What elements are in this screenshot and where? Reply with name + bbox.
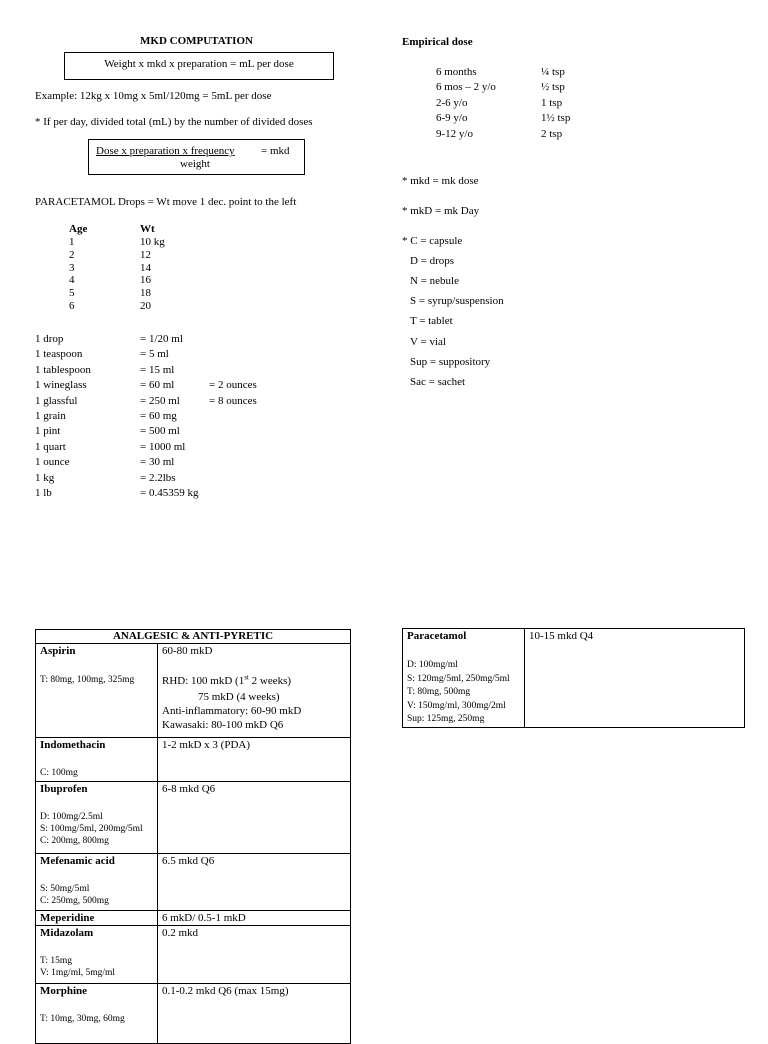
conversion-unit: 1 ounce	[35, 456, 70, 469]
weight-value: 12	[140, 248, 151, 261]
morphine-forms: T: 10mg, 30mg, 60mg	[40, 1014, 125, 1024]
aspirin-forms: T: 80mg, 100mg, 325mg	[40, 675, 135, 685]
midazolam-forms: T: 15mg V: 1mg/ml, 5mg/ml	[40, 956, 116, 978]
drug-name-midazolam: Midazolam	[40, 927, 94, 939]
mkd-note: * mkd = mk dose	[402, 175, 479, 187]
aspirin-rhd: RHD: 100 mkD (1st 2 weeks)	[162, 673, 292, 687]
conversion-equivalent: = 250 ml	[140, 394, 180, 407]
empirical-dose: 1½ tsp	[541, 112, 571, 125]
conversion-unit: 1 grain	[35, 410, 66, 422]
abbreviation-item: Sup = suppository	[410, 355, 491, 368]
fraction-denominator: weight	[180, 158, 210, 170]
conversion-unit: 1 teaspoon	[35, 348, 83, 361]
table-row	[36, 854, 351, 911]
table-row	[36, 984, 351, 1044]
conversion-equivalent: = 60 mg	[140, 410, 177, 422]
paracetamol-table	[402, 628, 745, 728]
mefenamic-forms: S: 50mg/5ml C: 250mg, 500mg	[40, 884, 109, 906]
per-day-note: * If per day, divided total (mL) by the number of divided doses	[35, 116, 313, 128]
aspirin-rhd-2: 75 mkD (4 weeks)	[198, 691, 280, 703]
age-value: 1	[69, 236, 75, 248]
paracetamol-drops-rule: PARACETAMOL Drops = Wt move 1 dec. point to the left	[35, 196, 297, 208]
table-row	[36, 926, 351, 984]
conversion-unit: 1 glassful	[35, 394, 78, 407]
empirical-age: 6-9 y/o	[436, 112, 468, 125]
analgesic-table	[35, 629, 351, 1044]
mkd-computation-title: MKD COMPUTATION	[140, 35, 253, 47]
weight-value: 10 kg	[140, 236, 165, 248]
abbreviation-item: Sac = sachet	[410, 375, 466, 388]
conversion-equivalent: = 500 ml	[140, 425, 180, 438]
empirical-dose-title: Empirical dose	[402, 36, 473, 48]
fraction-box	[88, 139, 305, 175]
abbreviation-item: S = syrup/suspension	[410, 295, 504, 308]
indomethacin-forms: C: 100mg	[40, 768, 78, 778]
abbreviation-item: T = tablet	[410, 315, 453, 328]
example-text: Example: 12kg x 10mg x 5ml/120mg = 5mL per dose	[35, 90, 272, 102]
weight-value: 16	[140, 274, 151, 287]
conversion-unit: 1 wineglass	[35, 379, 87, 392]
conversion-unit: 1 quart	[35, 440, 66, 453]
conversion-unit: 1 drop	[35, 333, 64, 345]
abbreviation-item: D = drops	[410, 255, 455, 268]
drug-name-paracetamol: Paracetamol	[407, 630, 467, 642]
empirical-age: 6 mos – 2 y/o	[436, 81, 496, 94]
table-row	[36, 738, 351, 782]
conversion-unit: 1 kg	[35, 471, 55, 484]
table-row	[36, 644, 351, 738]
table-row	[403, 629, 745, 728]
drug-name-indomethacin: Indomethacin	[40, 739, 106, 751]
wt-header: Wt	[140, 223, 155, 235]
weight-value: 20	[140, 300, 151, 312]
weight-value: 14	[140, 261, 151, 274]
midazolam-dose: 0.2 mkd	[162, 927, 199, 939]
empirical-dose: ½ tsp	[541, 81, 565, 94]
paracetamol-forms: D: 100mg/ml S: 120mg/5ml, 250mg/5ml T: 80mg, 500mg V: 150mg/ml, 300mg/2ml Sup: 125mg, 250mg	[407, 660, 510, 724]
aspirin-anti-inflammatory: Anti-inflammatory: 60-90 mkD	[162, 705, 302, 717]
conversion-equivalent: = 0.45359 kg	[140, 487, 199, 499]
ibuprofen-dose: 6-8 mkd Q6	[162, 783, 216, 795]
empirical-dose: 2 tsp	[541, 127, 563, 140]
conversion-extra: = 8 ounces	[209, 394, 257, 407]
conversion-equivalent: = 30 ml	[140, 456, 175, 469]
fraction-numerator: Dose x preparation x frequency	[96, 145, 235, 157]
ibuprofen-forms: D: 100mg/2.5ml S: 100mg/5ml, 200mg/5ml C: 200mg, 800mg	[40, 812, 143, 846]
table-row	[36, 911, 351, 926]
indomethacin-dose: 1-2 mkD x 3 (PDA)	[162, 739, 250, 751]
empirical-dose: ¼ tsp	[541, 66, 565, 78]
mkD-note: * mkD = mk Day	[402, 205, 480, 217]
age-value: 3	[69, 261, 75, 274]
abbreviation-item: * C = capsule	[402, 235, 463, 247]
abbreviation-item: V = vial	[410, 335, 446, 348]
conversion-extra: = 2 ounces	[209, 379, 257, 392]
weight-value: 18	[140, 287, 151, 300]
mefenamic-dose: 6.5 mkd Q6	[162, 855, 215, 867]
age-value: 4	[69, 274, 75, 287]
fraction-equals: = mkd	[261, 145, 290, 157]
age-value: 2	[69, 248, 75, 261]
empirical-age: 2-6 y/o	[436, 96, 468, 109]
morphine-dose: 0.1-0.2 mkd Q6 (max 15mg)	[162, 985, 289, 997]
conversion-equivalent: = 5 ml	[140, 348, 169, 361]
conversion-equivalent: = 60 ml	[140, 379, 175, 392]
drug-name-morphine: Morphine	[40, 985, 88, 997]
abbreviation-item: N = nebule	[410, 275, 459, 288]
conversion-equivalent: = 1000 ml	[140, 440, 186, 453]
meperidine-dose: 6 mkD/ 0.5-1 mkD	[162, 912, 246, 924]
conversion-unit: 1 pint	[35, 425, 61, 438]
aspirin-dose: 60-80 mkD	[162, 645, 213, 657]
drug-name-meperidine: Meperidine	[40, 912, 95, 924]
age-header: Age	[69, 223, 88, 235]
paracetamol-dose: 10-15 mkd Q4	[529, 630, 594, 642]
conversion-equivalent: = 1/20 ml	[140, 333, 183, 345]
drug-name-aspirin: Aspirin	[40, 645, 76, 657]
empirical-age: 9-12 y/o	[436, 127, 473, 140]
age-value: 5	[69, 287, 75, 300]
conversion-equivalent: = 2.2lbs	[140, 471, 176, 484]
analgesic-table-header: ANALGESIC & ANTI-PYRETIC	[36, 630, 351, 644]
conversion-equivalent: = 15 ml	[140, 363, 175, 376]
drug-name-ibuprofen: Ibuprofen	[40, 783, 88, 795]
conversion-unit: 1 lb	[35, 487, 52, 499]
aspirin-kawasaki: Kawasaki: 80-100 mkD Q6	[162, 719, 284, 731]
formula-box	[64, 52, 334, 80]
conversion-unit: 1 tablespoon	[35, 363, 91, 376]
drug-name-mefenamic-acid: Mefenamic acid	[40, 855, 115, 867]
empirical-age: 6 months	[436, 66, 477, 78]
table-row	[36, 782, 351, 854]
age-value: 6	[69, 300, 75, 312]
formula-text: Weight x mkd x preparation = mL per dose	[104, 58, 294, 70]
empirical-dose: 1 tsp	[541, 96, 563, 109]
